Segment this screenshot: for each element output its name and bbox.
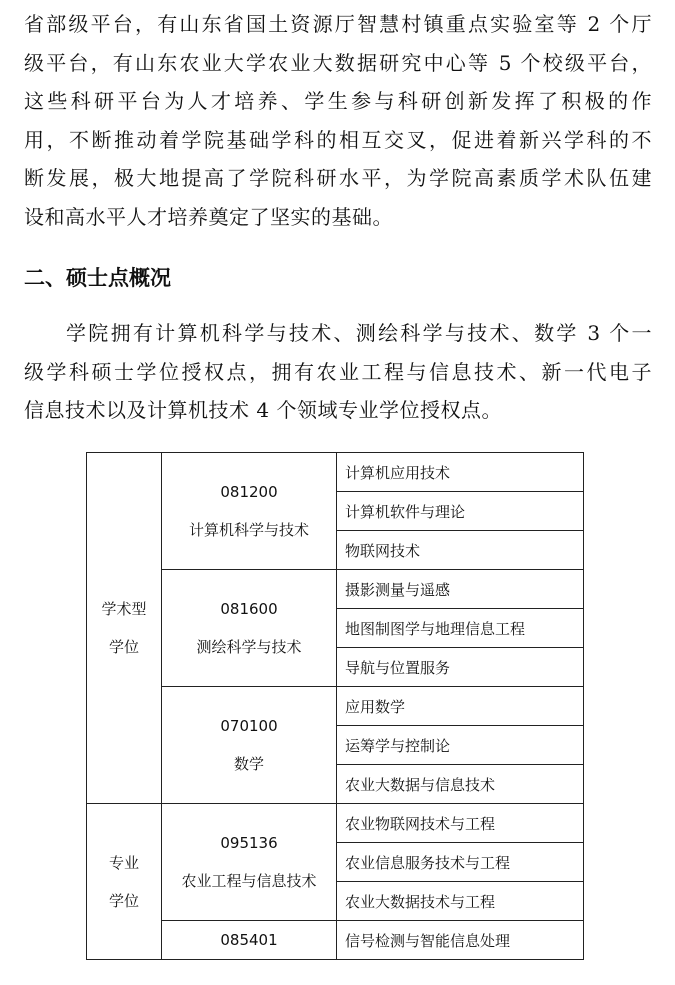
- direction-cell: 物联网技术: [337, 531, 584, 570]
- overview-line: 级学科硕士学位授权点，拥有农业工程与信息技术、新一代电子: [24, 359, 652, 384]
- discipline-code: 085401: [220, 931, 278, 949]
- intro-line: 设和高水平人才培养奠定了坚实的基础。: [24, 204, 393, 229]
- table-row: [87, 453, 584, 492]
- discipline-cell: [162, 453, 337, 570]
- direction-cell: 摄影测量与遥感: [337, 570, 584, 609]
- degree-table: [86, 452, 584, 960]
- degree-type-label: 专业: [108, 853, 139, 872]
- overview-line: 信息技术以及计算机技术 4 个领域专业学位授权点。: [24, 398, 502, 422]
- section-heading: 二、硕士点概况: [24, 266, 171, 290]
- direction-cell: 计算机应用技术: [337, 453, 584, 492]
- discipline-cell: [162, 570, 337, 687]
- degree-type-label: 学位: [108, 638, 139, 656]
- discipline-name: 数学: [233, 755, 264, 773]
- degree-type-cell: [87, 804, 162, 960]
- discipline-code: 095136: [220, 834, 278, 852]
- direction-cell: 运筹学与控制论: [337, 726, 584, 765]
- intro-line: 级平台，有山东农业大学农业大数据研究中心等 5 个校级平台，: [24, 50, 652, 75]
- table-row: [87, 804, 584, 843]
- discipline-code: 081600: [220, 600, 278, 618]
- intro-line: 这些科研平台为人才培养、学生参与科研创新发挥了积极的作: [24, 89, 652, 113]
- table-row: [87, 921, 584, 960]
- intro-paragraph: [24, 5, 652, 236]
- discipline-code: 070100: [220, 717, 278, 735]
- discipline-name: 农业工程与信息技术: [181, 872, 317, 890]
- degree-type-label: 学术型: [101, 600, 147, 618]
- discipline-cell: [162, 804, 337, 921]
- degree-type-label: 学位: [108, 891, 139, 910]
- overview-paragraph: [24, 314, 652, 430]
- direction-cell: 农业大数据技术与工程: [337, 882, 584, 921]
- direction-cell: 导航与位置服务: [337, 648, 584, 687]
- discipline-code: 081200: [220, 483, 278, 501]
- degree-type-cell: [87, 453, 162, 804]
- table-row: [87, 687, 584, 726]
- discipline-cell: [162, 921, 337, 960]
- discipline-name: 计算机科学与技术: [188, 521, 309, 539]
- direction-cell: 农业物联网技术与工程: [337, 804, 584, 843]
- intro-line: 断发展，极大地提高了学院科研水平，为学院高素质学术队伍建: [24, 166, 652, 190]
- intro-line: 省部级平台，有山东省国土资源厅智慧村镇重点实验室等 2 个厅: [24, 12, 652, 36]
- direction-cell: 农业信息服务技术与工程: [337, 843, 584, 882]
- discipline-name: 测绘科学与技术: [196, 638, 302, 656]
- discipline-cell: [162, 687, 337, 804]
- direction-cell: 信号检测与智能信息处理: [337, 921, 584, 960]
- intro-line: 用，不断推动着学院基础学科的相互交叉，促进着新兴学科的不: [24, 127, 652, 152]
- table-row: [87, 570, 584, 609]
- direction-cell: 计算机软件与理论: [337, 492, 584, 531]
- direction-cell: 农业大数据与信息技术: [337, 765, 584, 804]
- overview-line: 学院拥有计算机科学与技术、测绘科学与技术、数学 3 个一: [66, 321, 652, 345]
- direction-cell: 应用数学: [337, 687, 584, 726]
- direction-cell: 地图制图学与地理信息工程: [337, 609, 584, 648]
